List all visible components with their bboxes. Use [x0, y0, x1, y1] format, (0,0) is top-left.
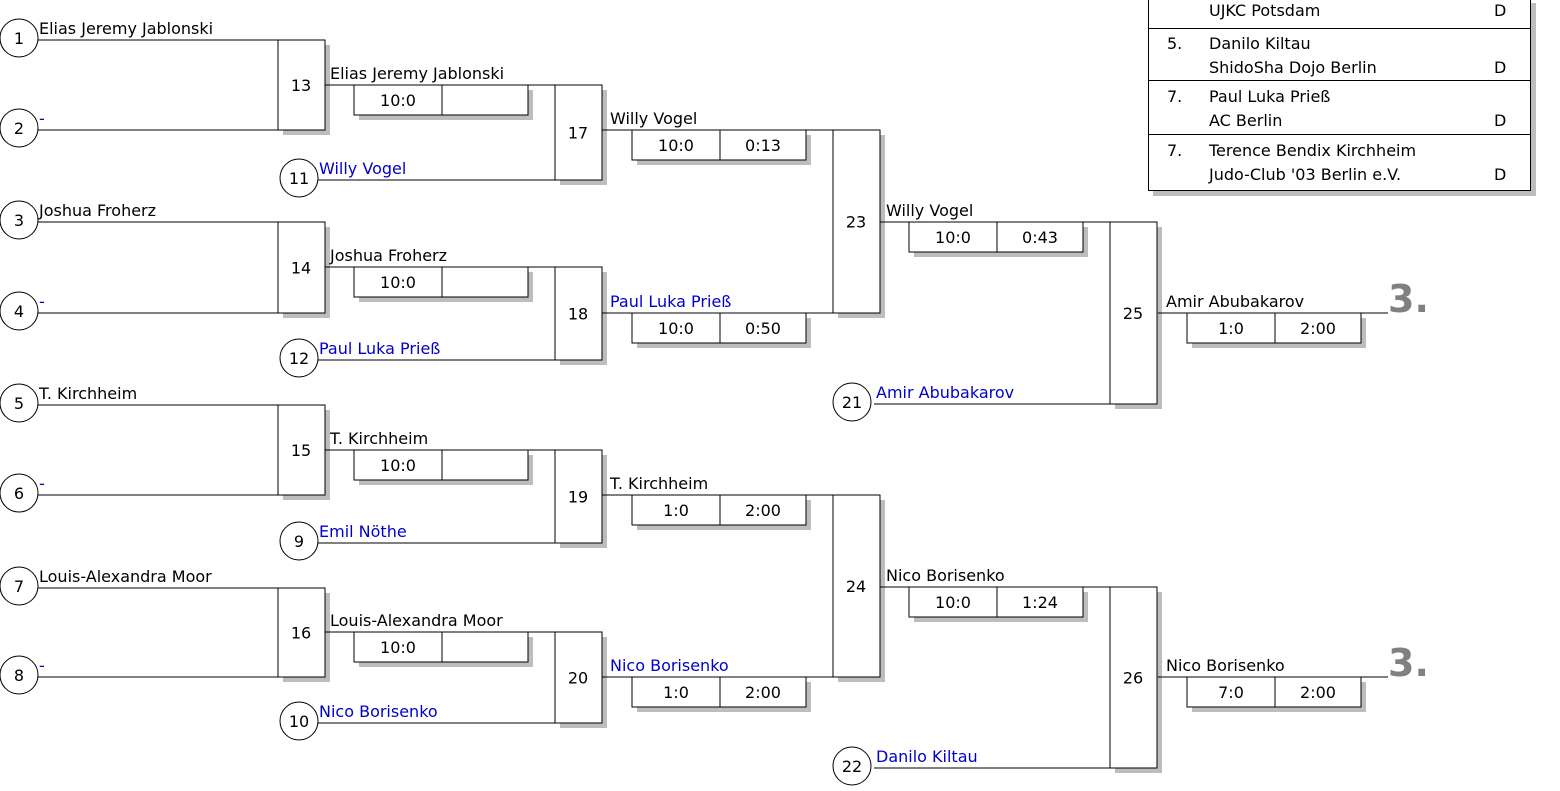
competitor-name: -	[39, 109, 45, 128]
result-rank: 5.	[1167, 34, 1183, 53]
seed-number: 22	[841, 757, 863, 776]
match-number: 18	[567, 304, 589, 324]
competitor-name: Nico Borisenko	[1166, 656, 1285, 675]
competitor-name: Willy Vogel	[319, 159, 407, 178]
time-cell	[442, 267, 528, 297]
result-rank: 7.	[1167, 87, 1183, 106]
match-score: 1:0	[1218, 319, 1244, 338]
result-nation: D	[1494, 111, 1507, 130]
result-rank: 7.	[1167, 141, 1183, 160]
seed-number: 6	[13, 484, 25, 503]
result-club: Judo-Club '03 Berlin e.V.	[1209, 165, 1402, 184]
competitor-name: Amir Abubakarov	[876, 383, 1015, 402]
competitor-name: Willy Vogel	[610, 109, 698, 128]
match-time: 0:50	[745, 319, 781, 338]
match-score: 10:0	[380, 638, 416, 657]
result-name: Danilo Kiltau	[1209, 34, 1311, 53]
match-time: 0:43	[1022, 228, 1058, 247]
match-score: 1:0	[663, 501, 689, 520]
match-number: 24	[845, 577, 867, 596]
seed-number: 8	[13, 666, 25, 685]
competitor-name: -	[39, 656, 45, 675]
place-label: 3.	[1388, 641, 1429, 685]
seed-number: 4	[13, 302, 25, 321]
match-score: 10:0	[380, 91, 416, 110]
match-time: 2:00	[745, 501, 781, 520]
match-score: 10:0	[935, 228, 971, 247]
seed-number: 2	[13, 119, 25, 138]
match-number: 14	[290, 258, 312, 278]
match-number: 19	[567, 487, 589, 507]
match-score: 10:0	[935, 593, 971, 612]
result-entry	[1149, 28, 1530, 81]
competitor-name: Nico Borisenko	[610, 656, 729, 675]
match-score: 7:0	[1218, 683, 1244, 702]
match-time: 0:13	[745, 136, 781, 155]
match-number: 15	[290, 441, 312, 460]
seed-number: 1	[13, 29, 25, 48]
time-cell	[442, 450, 528, 480]
match-number: 13	[290, 76, 312, 95]
seed-number: 11	[288, 169, 310, 188]
match-number: 26	[1122, 668, 1144, 688]
match-number: 23	[845, 212, 867, 232]
competitor-name: Paul Luka Prieß	[319, 339, 441, 358]
match-score: 10:0	[380, 456, 416, 475]
place-label: 3.	[1388, 277, 1429, 321]
competitor-name: Amir Abubakarov	[1166, 292, 1305, 311]
competitor-name: Elias Jeremy Jablonski	[330, 64, 505, 83]
result-nation: D	[1494, 1, 1507, 20]
competitor-name: T. Kirchheim	[39, 384, 138, 403]
competitor-name: T. Kirchheim	[330, 429, 429, 448]
seed-number: 9	[293, 532, 305, 551]
match-number: 16	[290, 623, 312, 643]
result-entry	[1149, 81, 1530, 135]
seed-number: 10	[288, 712, 310, 731]
match-time: 2:00	[1300, 683, 1336, 702]
competitor-name: T. Kirchheim	[610, 474, 709, 493]
competitor-name: Nico Borisenko	[886, 566, 1005, 585]
seed-number: 12	[288, 349, 310, 368]
result-club: UJKC Potsdam	[1209, 1, 1321, 20]
competitor-name: Louis-Alexandra Moor	[330, 611, 503, 630]
competitor-name: Joshua Froherz	[330, 246, 448, 265]
result-club: AC Berlin	[1209, 111, 1283, 130]
match-number: 17	[567, 123, 589, 143]
competitor-name: Danilo Kiltau	[876, 747, 978, 766]
result-club: ShidoSha Dojo Berlin	[1209, 58, 1377, 77]
result-nation: D	[1494, 165, 1507, 184]
result-entry	[1149, 135, 1530, 190]
competitor-name: Willy Vogel	[886, 201, 974, 220]
competitor-name: Emil Nöthe	[319, 522, 407, 541]
match-time: 2:00	[1300, 319, 1336, 338]
competitor-name: Nico Borisenko	[319, 702, 438, 721]
seed-number: 5	[13, 394, 25, 413]
competitor-name: -	[39, 292, 45, 311]
time-cell	[442, 85, 528, 115]
result-name: Terence Bendix Kirchheim	[1209, 141, 1417, 160]
match-number: 20	[567, 668, 589, 688]
competitor-name: -	[39, 474, 45, 493]
match-score: 10:0	[380, 273, 416, 292]
seed-number: 3	[13, 211, 25, 230]
results-table	[1148, 0, 1531, 191]
competitor-name: Paul Luka Prieß	[610, 292, 732, 311]
result-name: Paul Luka Prieß	[1209, 87, 1331, 106]
result-nation: D	[1494, 58, 1507, 77]
match-time: 1:24	[1022, 593, 1058, 612]
match-score: 10:0	[658, 136, 694, 155]
match-time: 2:00	[745, 683, 781, 702]
competitor-name: Joshua Froherz	[39, 201, 157, 220]
match-number: 25	[1122, 304, 1144, 323]
match-score: 10:0	[658, 319, 694, 338]
result-entry-partial	[1149, 0, 1530, 29]
seed-number: 21	[841, 393, 863, 412]
competitor-name: Louis-Alexandra Moor	[39, 567, 212, 586]
time-cell	[442, 632, 528, 662]
match-score: 1:0	[663, 683, 689, 702]
competitor-name: Elias Jeremy Jablonski	[39, 19, 214, 38]
seed-number: 7	[13, 577, 25, 596]
